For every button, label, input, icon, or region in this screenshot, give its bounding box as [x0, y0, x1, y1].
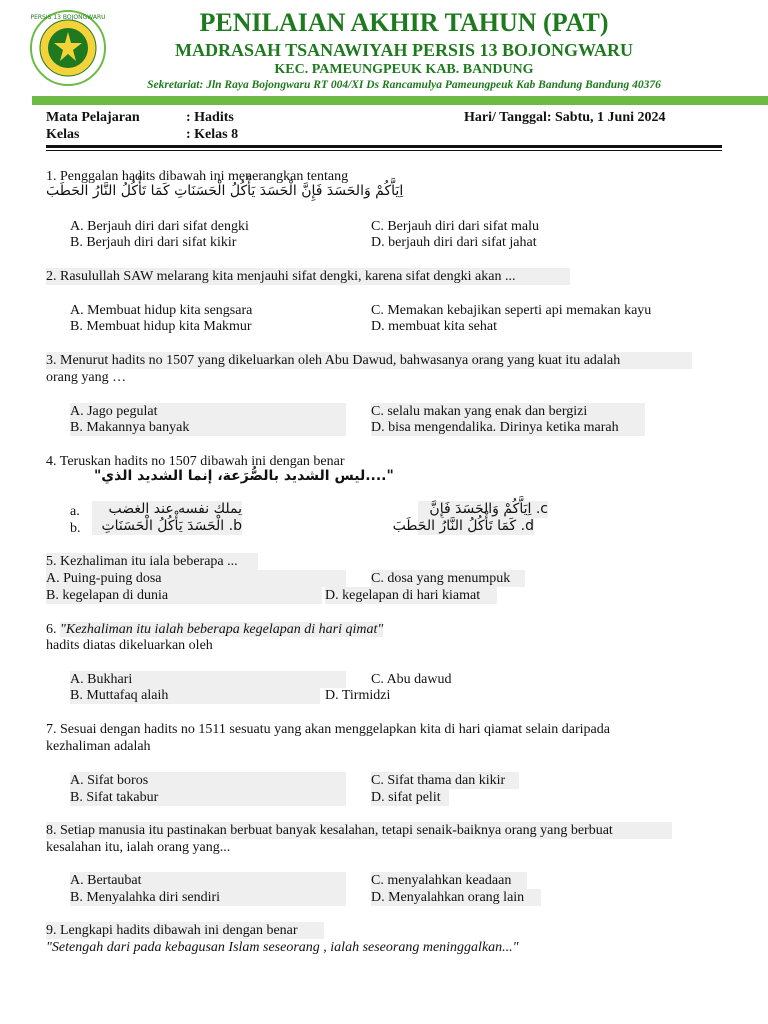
question-4-option-c[interactable]: c. اِيَاَّكُمْ وَالحَسَدَ فَإِنَّ	[418, 501, 548, 518]
question-2-option-c[interactable]: C. Memakan kebajikan seperti api memakan kayu	[371, 303, 652, 318]
question-6-text	[46, 621, 383, 638]
question-1-option-c[interactable]: C. Berjauh diri dari sifat malu	[371, 219, 539, 234]
question-8-text-line2: kesalahan itu, ialah orang yang...	[46, 840, 231, 855]
question-3-option-a[interactable]: A. Jago pegulat	[70, 403, 346, 420]
question-8-option-b[interactable]: B. Menyalahka diri sendiri	[70, 889, 346, 906]
class-value: : Kelas 8	[186, 127, 239, 142]
question-3-option-d[interactable]: D. bisa mengendalika. Dirinya ketika marah	[371, 419, 645, 436]
question-3-text-line1: 3. Menurut hadits no 1507 yang dikeluarkan oleh Abu Dawud, bahwasanya orang yang kuat itu adalah	[46, 352, 692, 369]
question-6-number: 6.	[46, 622, 60, 637]
question-6-quote: "Kezhaliman itu ialah beberapa kegelapan di hari qimat"	[60, 622, 384, 637]
question-1-option-a[interactable]: A. Berjauh diri dari sifat dengki	[70, 219, 249, 234]
question-7-option-a[interactable]: A. Sifat boros	[70, 772, 346, 789]
question-8-option-a[interactable]: A. Bertaubat	[70, 872, 346, 889]
page-title: PENILAIAN AKHIR TAHUN (PAT)	[199, 8, 609, 37]
divider-thick	[46, 145, 722, 148]
question-9-text: 9. Lengkapi hadits dibawah ini dengan benar	[46, 922, 324, 939]
district: KEC. PAMEUNGPEUK KAB. BANDUNG	[274, 62, 534, 77]
question-3-option-b[interactable]: B. Makannya banyak	[70, 419, 346, 436]
question-1-arabic: اِيَاَّكُمْ وَالحَسَدَ فَإِنَّ الْحَسَدَ يَأْكُلُ الْحَسَنَاتِ كَمَا تَأْكُلُ النَّارُ الحَطَبَ	[46, 183, 404, 199]
question-4-option-b-label: b.	[70, 521, 81, 536]
question-5-text: 5. Kezhaliman itu iala beberapa ...	[46, 553, 258, 570]
question-3-text-line2: orang yang …	[46, 370, 127, 385]
question-5-option-c[interactable]: C. dosa yang menumpuk	[371, 570, 525, 587]
question-6-option-c[interactable]: C. Abu dawud	[371, 672, 452, 687]
question-1-option-b[interactable]: B. Berjauh diri dari sifat kikir	[70, 235, 237, 250]
question-2-option-b[interactable]: B. Membuat hidup kita Makmur	[70, 319, 252, 334]
question-7-option-c[interactable]: C. Sifat thama dan kikir	[371, 772, 519, 789]
question-7-text-line1: 7. Sesuai dengan hadits no 1511 sesuatu yang akan menggelapkan kita di hari qiamat selain daripada	[46, 722, 610, 737]
question-4-option-d[interactable]: d. كَمَا تَأْكُلُ النَّارُ الحَطَبَ	[392, 518, 534, 534]
question-8-text-line1: 8. Setiap manusia itu pastinakan berbuat banyak kesalahan, tetapi senaik-baiknya orang yang berbuat	[46, 822, 672, 839]
question-4-option-a-label: a.	[70, 504, 80, 519]
question-2-option-d[interactable]: D. membuat kita sehat	[371, 319, 497, 334]
question-1-text: 1. Penggalan hadits dibawah ini menerangkan tentang	[46, 169, 349, 184]
question-5-option-b[interactable]: B. kegelapan di dunia	[46, 587, 322, 604]
divider-thin	[46, 150, 722, 151]
question-7-option-b[interactable]: B. Sifat takabur	[70, 789, 346, 806]
question-5-option-a[interactable]: A. Puing-puing dosa	[46, 570, 346, 587]
question-4-text: 4. Teruskan hadits no 1507 dibawah ini dengan benar	[46, 454, 345, 469]
question-3-option-c[interactable]: C. selalu makan yang enak dan bergizi	[371, 403, 645, 420]
question-4-quote: "....ليس الشديد بالصُّرَعة، إنما الشديد الذي"	[94, 468, 394, 484]
address: Sekretariat: Jln Raya Bojongwaru RT 004/XI Ds Rancamulya Pameungpeuk Kab Bandung Bandung 40376	[147, 79, 661, 91]
class-label: Kelas	[46, 127, 80, 142]
question-4-option-a[interactable]: يملك نفسه عند الغضب	[92, 501, 242, 518]
question-2-text: 2. Rasulullah SAW melarang kita menjauhi sifat dengki, karena sifat dengki akan ...	[46, 268, 570, 285]
subject-label: Mata Pelajaran	[46, 110, 140, 125]
exam-date: Hari/ Tanggal: Sabtu, 1 Juni 2024	[464, 110, 666, 125]
question-7-option-d[interactable]: D. sifat pelit	[371, 789, 449, 806]
question-2-option-a[interactable]: A. Membuat hidup kita sengsara	[70, 303, 253, 318]
question-6-option-d[interactable]: D. Tirmidzi	[325, 688, 391, 703]
school-name: MADRASAH TSANAWIYAH PERSIS 13 BOJONGWARU	[174, 40, 634, 60]
question-6-option-b[interactable]: B. Muttafaq alaih	[70, 687, 320, 704]
question-8-option-c[interactable]: C. menyalahkan keadaan	[371, 872, 527, 889]
question-6-option-a[interactable]: A. Bukhari	[70, 671, 346, 688]
question-7-text-line2: kezhaliman adalah	[46, 739, 151, 754]
question-5-option-d[interactable]: D. kegelapan di hari kiamat	[325, 587, 497, 604]
question-1-option-d[interactable]: D. berjauh diri dari sifat jahat	[371, 235, 537, 250]
question-4-option-b[interactable]: b. الْحَسَدَ يَأْكُلُ الْحَسَنَاتِ	[92, 518, 242, 535]
header-divider	[32, 96, 768, 105]
question-8-option-d[interactable]: D. Menyalahkan orang lain	[371, 889, 541, 906]
question-6-text-line2: hadits diatas dikeluarkan oleh	[46, 638, 213, 653]
question-9-quote: "Setengah dari pada kebagusan Islam seseorang , ialah seseorang meninggalkan..."	[46, 940, 519, 955]
logo-text: PERSIS 13 BOJONGWARU	[30, 14, 106, 21]
subject-value: : Hadits	[186, 110, 234, 125]
